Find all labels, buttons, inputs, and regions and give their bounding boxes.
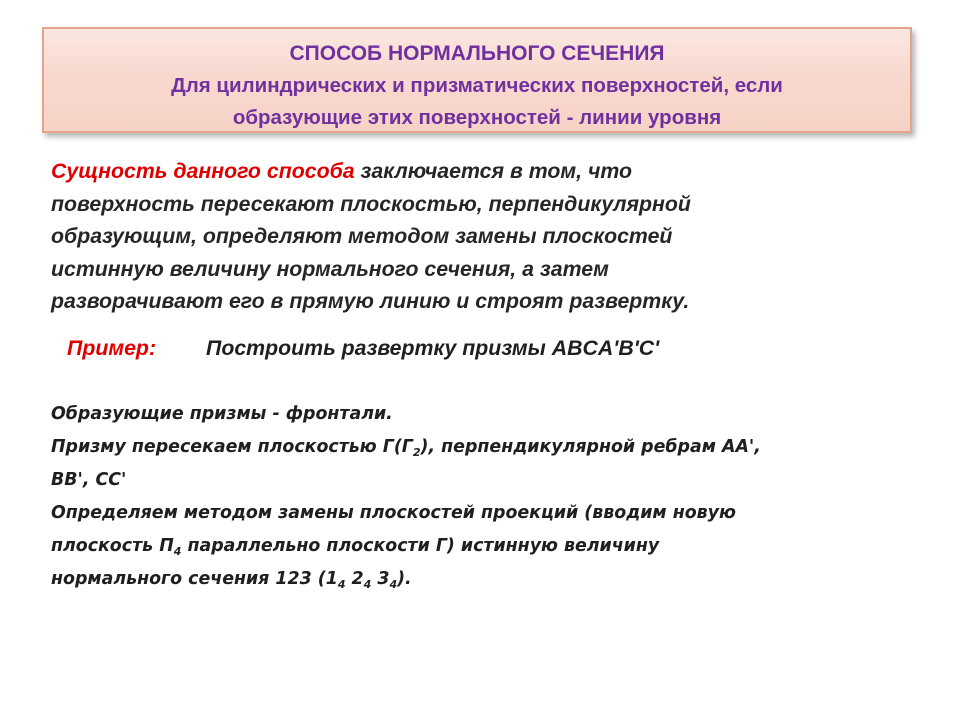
notes-line-1: Образующие призмы - фронтали.: [51, 404, 393, 424]
notes-block: [51, 398, 911, 596]
essence-line-5: разворачивают его в прямую линию и строят развертку.: [51, 289, 690, 313]
notes-line-6-a: нормального сечения 123 (1: [51, 569, 338, 589]
notes-line-6-sub-1: 4: [337, 578, 346, 591]
example-label: Пример:: [67, 336, 157, 360]
notes-line-6-sub-2: 4: [363, 578, 372, 591]
notes-line-2-a: Призму пересекаем плоскостью Г(Г: [51, 437, 413, 457]
notes-line-2-sub: 2: [412, 446, 421, 459]
notes-line-4: Определяем методом замены плоскостей проекций (вводим новую: [51, 503, 736, 523]
example-text: Построить развертку призмы ABCA'B'C': [206, 336, 660, 360]
essence-line-1: [51, 155, 911, 188]
notes-line-6-b: 2: [345, 569, 364, 589]
slide-title: СПОСОБ НОРМАЛЬНОГО СЕЧЕНИЯ: [289, 42, 665, 65]
notes-line-6-sub-3: 4: [389, 578, 398, 591]
essence-paragraph: [51, 155, 911, 318]
notes-line-6-c: 3: [371, 569, 390, 589]
notes-line-5-sub: 4: [173, 545, 182, 558]
notes-line-5-b: параллельно плоскости Г) истинную величину: [181, 536, 660, 556]
notes-line-2-b: ), перпендикулярной ребрам АА',: [420, 437, 761, 457]
essence-line-1-rest: заключается в том, что: [354, 159, 633, 183]
notes-line-5: [51, 530, 911, 563]
essence-highlight: Сущность данного способа: [51, 159, 355, 183]
notes-line-5-a: плоскость П: [51, 536, 174, 556]
notes-line-6: [51, 563, 911, 596]
notes-line-2: [51, 431, 911, 464]
essence-line-2: поверхность пересекают плоскостью, перпендикулярной: [51, 191, 691, 216]
example-row: [67, 333, 659, 363]
slide-subtitle-line-1: Для цилиндрических и призматических поверхностей, если: [171, 74, 783, 97]
notes-line-3: ВВ', СС': [51, 470, 127, 490]
essence-line-4: истинную величину нормального сечения, а затем: [51, 256, 609, 281]
title-box: [42, 27, 912, 133]
notes-line-6-d: ).: [397, 569, 412, 589]
slide-subtitle-line-2: образующие этих поверхностей - линии уровня: [232, 106, 722, 129]
essence-line-3: образующим, определяют методом замены плоскостей: [51, 224, 673, 248]
